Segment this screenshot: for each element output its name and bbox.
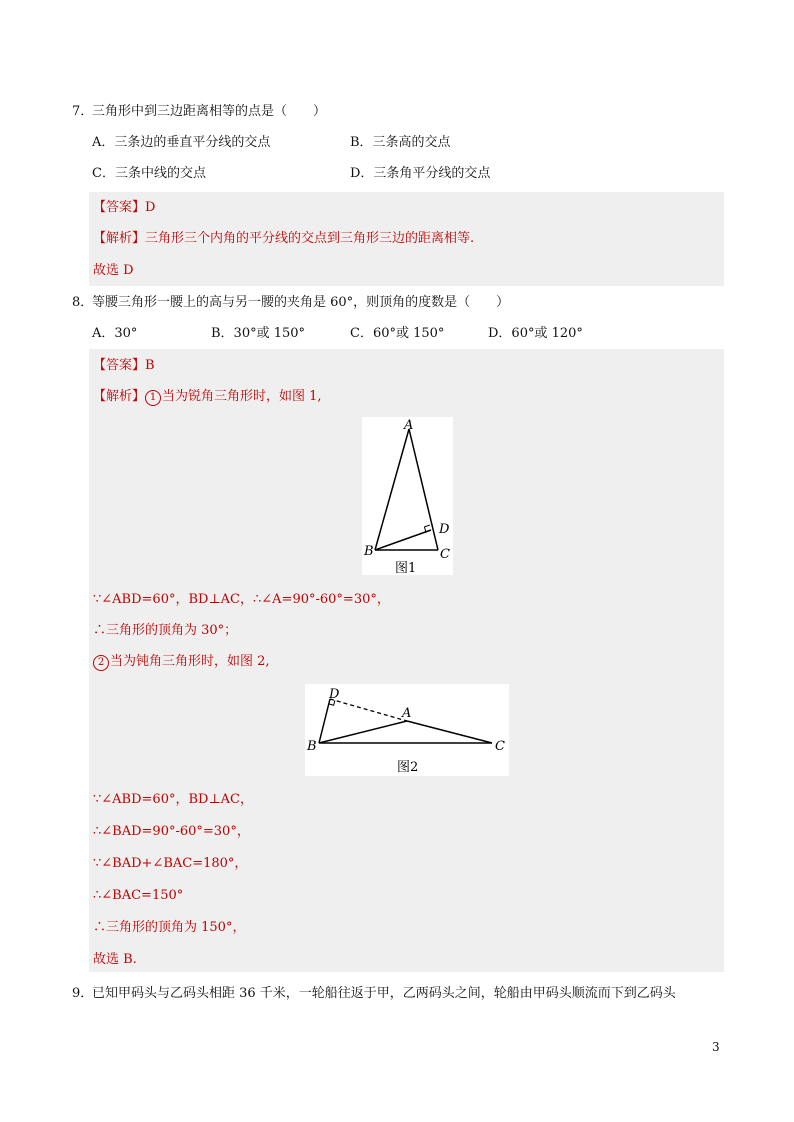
question-text: 等腰三角形一腰上的高与另一腰的夹角是 60°，则顶角的度数是（ ）	[92, 295, 510, 310]
answer-tag: 【答案】	[93, 358, 146, 373]
conclusion: 故选 D	[93, 263, 134, 278]
label-b: B	[364, 544, 374, 559]
answer-tag: 【答案】	[93, 200, 146, 215]
option-c: C．三条中线的交点	[92, 166, 206, 181]
conclusion: 故选 B.	[93, 952, 137, 967]
option-d: D．60°或 120°	[488, 326, 583, 341]
option-b: B．三条高的交点	[350, 135, 451, 150]
case2-step: ∴三角形的顶角为 150°，	[93, 920, 246, 935]
circled-number: 2	[93, 655, 109, 671]
label-a: A	[404, 418, 414, 433]
case1-step: ∴三角形的顶角为 30°；	[93, 623, 238, 638]
answer-value: D	[145, 200, 156, 215]
analysis-line	[93, 230, 474, 248]
option-a: A．30°	[92, 326, 138, 341]
triangle-diagram-2	[305, 684, 509, 776]
label-d: D	[329, 687, 340, 702]
option-c: C．60°或 150°	[350, 326, 445, 341]
question-9	[72, 985, 676, 1003]
case2-step: ∴∠BAC=150°	[93, 888, 184, 903]
label-c: C	[440, 547, 450, 562]
case2-step: ∴∠BAD=90°-60°=30°，	[93, 824, 250, 839]
analysis-tag: 【解析】	[93, 389, 146, 404]
option-b: B．30°或 150°	[211, 326, 306, 341]
label-c: C	[495, 739, 505, 754]
question-number: 7．	[72, 104, 94, 119]
analysis-tag: 【解析】	[93, 231, 146, 246]
label-b: B	[307, 739, 317, 754]
figure-2	[305, 684, 509, 776]
circled-number: 1	[145, 390, 161, 406]
case1-text: 当为锐角三角形时，如图 1,	[162, 389, 322, 404]
case2-step: ∵∠ABD=60°，BD⊥AC，	[93, 792, 253, 807]
case1-step: ∵∠ABD=60°，BD⊥AC，∴∠A=90°-60°=30°，	[93, 592, 390, 607]
question-number: 9．	[72, 986, 94, 1001]
analysis-text: 三角形三个内角的平分线的交点到三角形三边的距离相等.	[145, 231, 475, 246]
question-7	[72, 103, 326, 121]
q7-solution-box	[89, 192, 724, 286]
figure-caption: 图2	[397, 760, 419, 775]
question-8	[72, 294, 509, 312]
case2-text: 当为钝角三角形时，如图 2,	[110, 654, 270, 669]
option-d: D．三条角平分线的交点	[350, 166, 491, 181]
answer-line	[93, 199, 155, 217]
case2-line	[93, 653, 270, 671]
case2-step: ∵∠BAD+∠BAC=180°，	[93, 856, 248, 871]
answer-line	[93, 357, 155, 375]
figure-caption: 图1	[395, 561, 417, 575]
triangle-diagram-1	[362, 417, 453, 575]
question-number: 8．	[72, 295, 94, 310]
label-d: D	[439, 522, 450, 537]
case1-line	[93, 388, 322, 406]
question-text: 已知甲码头与乙码头相距 36 千米，一轮船往返于甲，乙两码头之间，轮船由甲码头顺流而下到乙码头	[92, 986, 676, 1001]
figure-1	[362, 417, 453, 575]
option-a: A．三条边的垂直平分线的交点	[92, 135, 271, 150]
answer-value: B	[145, 358, 155, 373]
label-a: A	[402, 706, 412, 721]
q8-solution-box	[89, 349, 724, 972]
question-text: 三角形中到三边距离相等的点是（ ）	[92, 104, 327, 119]
page-number: 3	[712, 1040, 720, 1054]
